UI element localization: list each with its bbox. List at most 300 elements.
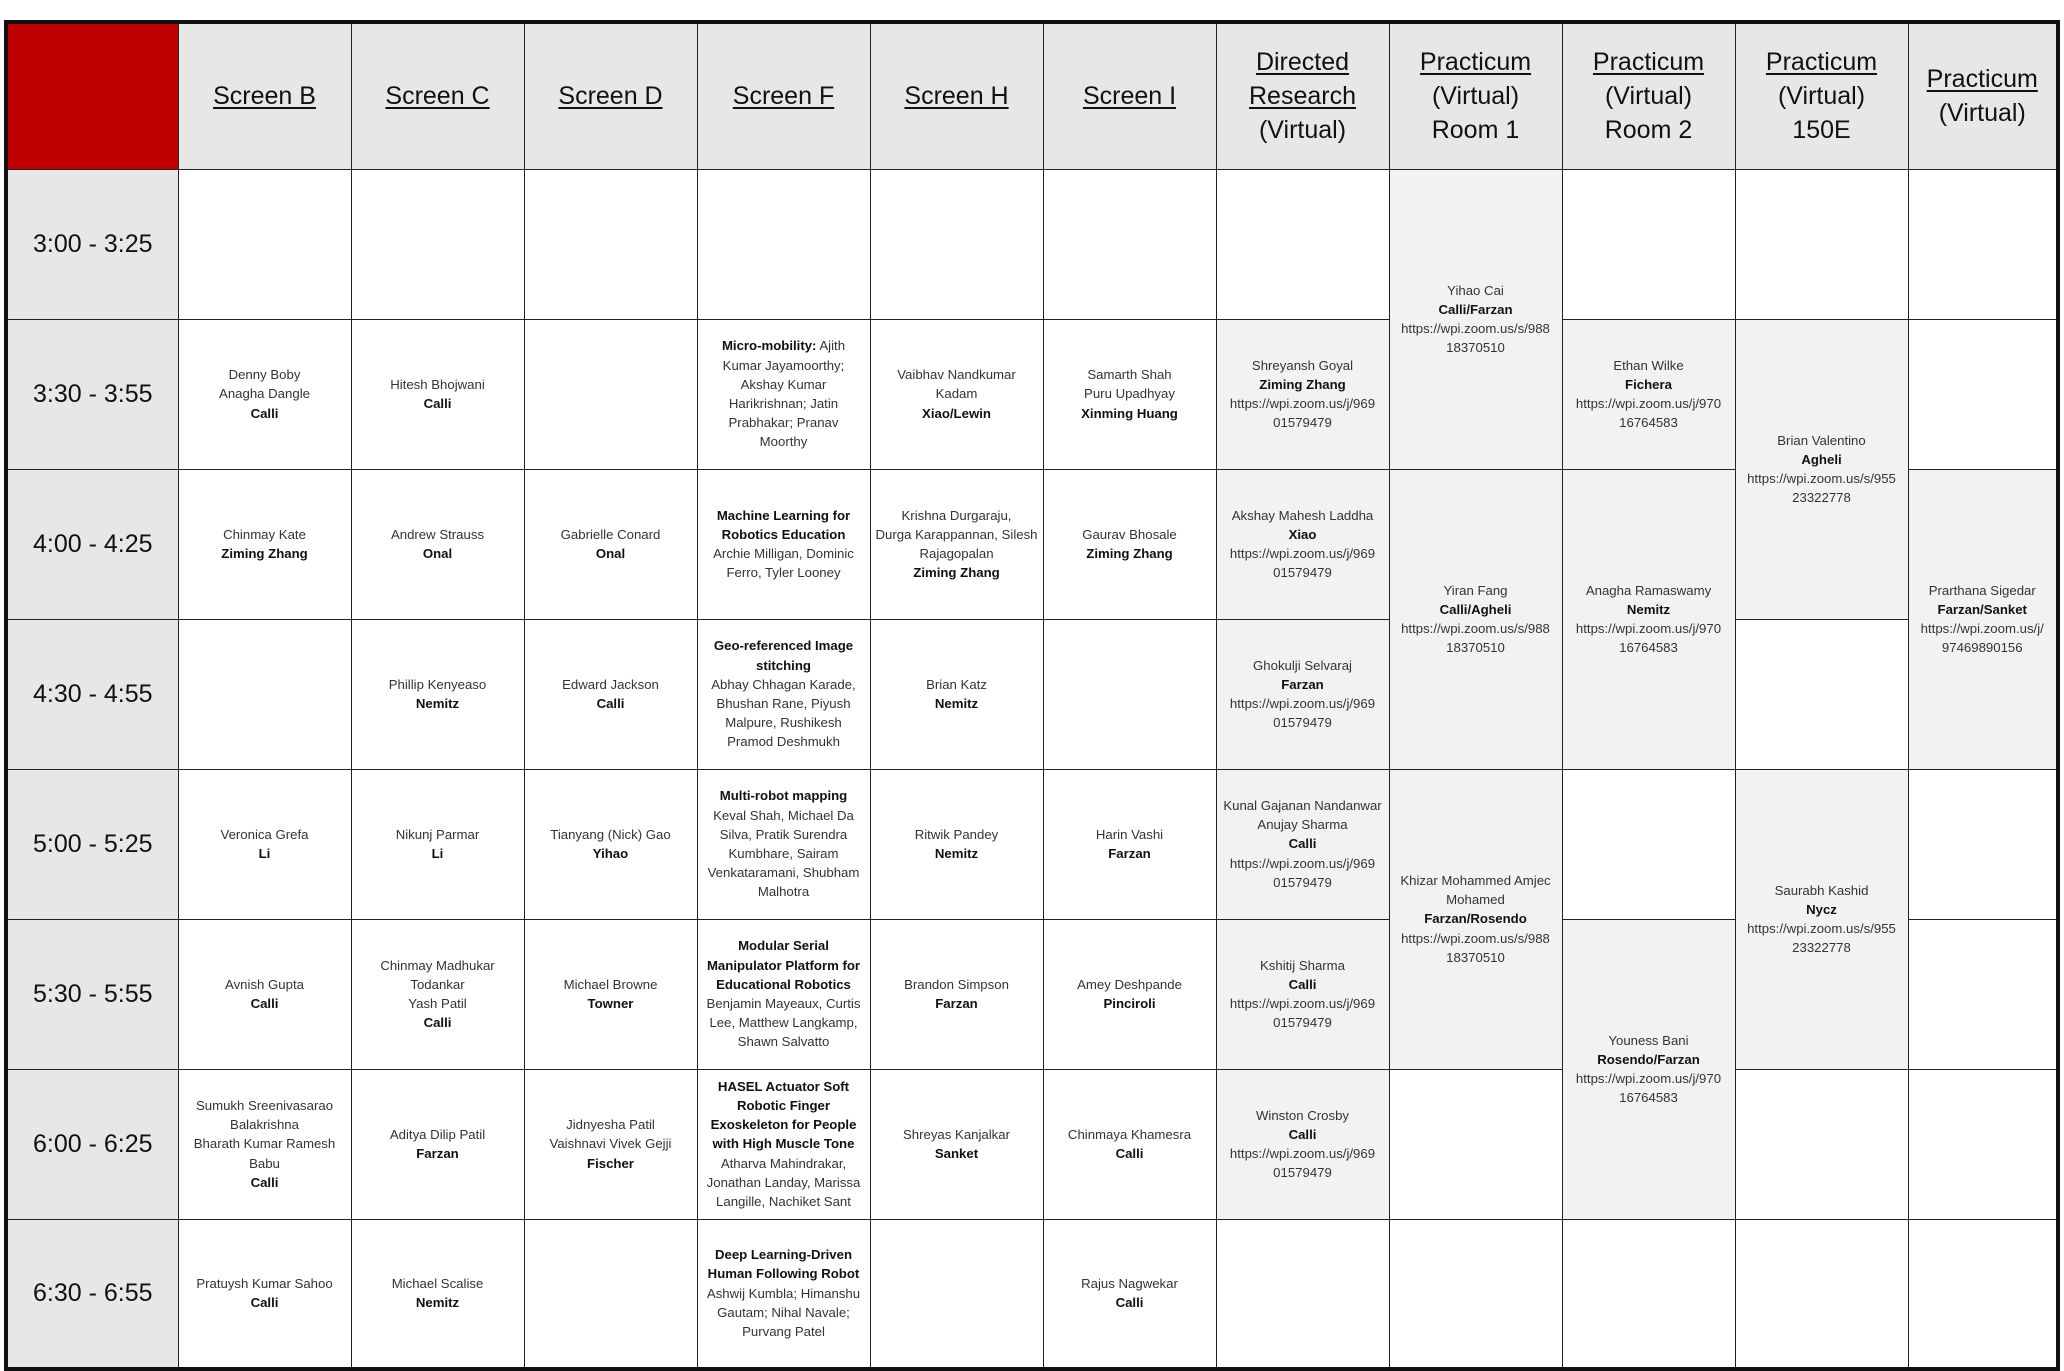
empty-cell xyxy=(1735,169,1908,319)
session-text: Mohamed xyxy=(1446,892,1505,908)
session-text: Bhushan Rane, Piyush xyxy=(716,696,851,711)
session-text: Kunal Gajanan Nandanwar xyxy=(1223,797,1382,813)
session-cell xyxy=(870,319,1043,469)
advisor-name: Nemitz xyxy=(934,696,979,711)
session-text: Purvang Patel xyxy=(742,1324,825,1340)
advisor-name: Li xyxy=(258,846,271,861)
session-text: Shreyansh Goyal xyxy=(1251,357,1354,373)
session-text: Benjamin Mayeaux, Curtis xyxy=(706,996,861,1011)
session-cell xyxy=(1562,919,1735,1219)
session-text: Yiran Fang xyxy=(1443,582,1508,598)
empty-cell xyxy=(1043,619,1216,769)
advisor-name: Machine Learning for xyxy=(716,507,851,523)
column-header-line: Practicum xyxy=(1592,48,1705,77)
session-text: Kumar Jayamoorthy; xyxy=(722,357,845,373)
empty-cell xyxy=(1216,1219,1389,1369)
advisor-name: Calli xyxy=(1115,1146,1144,1161)
empty-cell xyxy=(1562,769,1735,919)
session-text: Malhotra xyxy=(757,884,810,900)
session-text: Anujay Sharma xyxy=(1257,817,1348,833)
session-cell xyxy=(1389,769,1562,1069)
session-cell xyxy=(351,1219,524,1369)
column-header-line: Screen I xyxy=(1082,82,1177,111)
column-header xyxy=(1043,22,1216,169)
session-cell xyxy=(870,619,1043,769)
session-text: Gabrielle Conard xyxy=(560,526,661,542)
session-text: https://wpi.zoom.us/s/988 xyxy=(1401,621,1550,636)
column-header-line: Research xyxy=(1249,82,1356,111)
empty-cell xyxy=(178,169,351,319)
empty-cell xyxy=(1562,169,1735,319)
advisor-name: Ziming Zhang xyxy=(913,565,1000,581)
session-text: Prarthana Sigedar xyxy=(1928,582,2036,598)
column-header-line: Practicum xyxy=(1419,48,1532,77)
session-text: https://wpi.zoom.us/j/969 xyxy=(1229,696,1376,711)
session-cell xyxy=(524,619,697,769)
session-cell xyxy=(697,319,870,469)
empty-cell xyxy=(1908,169,2058,319)
advisor-name: Pinciroli xyxy=(1103,996,1156,1011)
session-text: Abhay Chhagan Karade, xyxy=(711,676,856,692)
session-text: Tianyang (Nick) Gao xyxy=(550,826,671,842)
session-cell xyxy=(697,769,870,919)
session-cell xyxy=(1043,319,1216,469)
session-text: https://wpi.zoom.us/j/969 xyxy=(1229,855,1376,871)
session-text: Edward Jackson xyxy=(562,676,659,692)
session-text: https://wpi.zoom.us/j/969 xyxy=(1229,996,1376,1011)
advisor-name: Modular Serial xyxy=(738,938,829,954)
session-text: Archie Milligan, Dominic xyxy=(713,546,854,561)
time-slot-label: 3:30 - 3:55 xyxy=(6,319,178,469)
session-text: Ferro, Tyler Looney xyxy=(726,565,841,581)
session-text: Harikrishnan; Jatin xyxy=(728,396,839,411)
session-text: Jonathan Landay, Marissa xyxy=(706,1174,861,1190)
advisor-name: Yihao xyxy=(592,846,629,861)
advisor-name: Robotic Finger xyxy=(736,1097,831,1113)
advisor-name: Nemitz xyxy=(1626,601,1671,617)
session-text: Micro-mobility: Ajith xyxy=(721,338,846,354)
column-header-line: Room 1 xyxy=(1431,116,1520,145)
empty-cell xyxy=(1908,769,2058,919)
time-slot-row xyxy=(6,769,2058,919)
session-text: Chinmay Kate xyxy=(223,526,306,542)
time-slot-label: 4:00 - 4:25 xyxy=(6,469,178,619)
session-text: 23322778 xyxy=(1792,940,1851,956)
advisor-name: Farzan/Rosendo xyxy=(1424,911,1527,927)
column-header-line: 150E xyxy=(1792,116,1851,145)
column-header-line: Practicum xyxy=(1765,48,1878,77)
advisor-name: Calli/Farzan xyxy=(1438,301,1513,317)
session-cell xyxy=(1389,469,1562,769)
session-text: Krishna Durgaraju, xyxy=(901,507,1012,523)
session-text: https://wpi.zoom.us/j/ xyxy=(1920,621,2044,636)
session-text: Ashwij Kumbla; Himanshu xyxy=(706,1285,861,1301)
advisor-name: Calli xyxy=(1288,836,1317,852)
session-text: 01579479 xyxy=(1273,874,1332,890)
session-text: Venkataramani, Shubham xyxy=(707,865,860,881)
column-header xyxy=(1908,22,2058,169)
session-text: Aditya Dilip Patil xyxy=(389,1126,486,1142)
advisor-name: Multi-robot mapping xyxy=(719,788,848,804)
advisor-name: Ziming Zhang xyxy=(1259,376,1346,392)
column-header-line: Screen D xyxy=(558,82,663,111)
session-cell xyxy=(1216,319,1389,469)
advisor-name: Xiao/Lewin xyxy=(922,405,991,421)
session-text: Silva, Pratik Surendra xyxy=(719,826,848,842)
session-cell xyxy=(1043,919,1216,1069)
advisor-name: Onal xyxy=(595,546,626,561)
advisor-name: Farzan xyxy=(416,1146,459,1161)
session-text: Atharva Mahindrakar, xyxy=(720,1155,847,1171)
session-cell xyxy=(178,319,351,469)
session-cell xyxy=(1043,1069,1216,1219)
session-text: Yihao Cai xyxy=(1447,282,1504,298)
column-header-line: Screen B xyxy=(213,82,316,111)
session-text: Yash Patil xyxy=(408,996,467,1011)
session-cell xyxy=(178,1219,351,1369)
advisor-name: Nycz xyxy=(1806,901,1837,917)
advisor-name: Calli xyxy=(250,1295,279,1311)
session-text: Akshay Kumar xyxy=(740,376,827,392)
empty-cell xyxy=(1562,1219,1735,1369)
empty-cell xyxy=(1735,619,1908,769)
session-text: Shreyas Kanjalkar xyxy=(902,1126,1011,1142)
session-text: 01579479 xyxy=(1273,1165,1332,1181)
empty-cell xyxy=(1908,919,2058,1069)
session-text: Jidnyesha Patil xyxy=(566,1117,655,1133)
session-text: https://wpi.zoom.us/s/955 xyxy=(1747,921,1896,936)
column-header-line: Directed xyxy=(1255,48,1350,77)
session-cell xyxy=(524,769,697,919)
session-cell xyxy=(1908,469,2058,769)
advisor-name: with High Muscle Tone xyxy=(712,1136,855,1152)
empty-cell xyxy=(1735,1219,1908,1369)
session-cell xyxy=(697,1069,870,1219)
session-text: Youness Bani xyxy=(1608,1032,1689,1048)
session-text: Vaishnavi Vivek Gejji xyxy=(549,1136,672,1152)
advisor-name: Fischer xyxy=(587,1155,634,1171)
session-cell xyxy=(1216,469,1389,619)
session-text: 01579479 xyxy=(1273,415,1332,431)
advisor-name: Rosendo/Farzan xyxy=(1597,1051,1700,1067)
empty-cell xyxy=(1389,1219,1562,1369)
column-header xyxy=(178,22,351,169)
session-text: Langille, Nachiket Sant xyxy=(716,1194,851,1209)
session-text: Winston Crosby xyxy=(1255,1107,1350,1123)
session-text: Amey Deshpande xyxy=(1077,976,1182,992)
time-slot-row xyxy=(6,1219,2058,1369)
column-header-line: Screen F xyxy=(732,82,835,111)
session-text: 01579479 xyxy=(1273,715,1332,731)
empty-cell xyxy=(1908,1219,2058,1369)
advisor-name: Agheli xyxy=(1801,451,1842,467)
session-text: Keval Shah, Michael Da xyxy=(713,807,854,823)
advisor-name: Farzan/Sanket xyxy=(1937,601,2027,617)
session-text: Michael Browne xyxy=(563,976,658,992)
column-header xyxy=(1562,22,1735,169)
session-cell xyxy=(524,919,697,1069)
empty-cell xyxy=(1735,1069,1908,1219)
session-text: Chinmaya Khamesra xyxy=(1067,1126,1192,1142)
time-slot-row xyxy=(6,619,2058,769)
session-text: Phillip Kenyeaso xyxy=(388,676,487,692)
session-text: Lee, Matthew Langkamp, xyxy=(709,1015,858,1031)
session-text: Anagha Ramaswamy xyxy=(1585,582,1712,598)
advisor-name: Manipulator Platform for xyxy=(706,957,861,973)
session-text: Brandon Simpson xyxy=(904,976,1009,992)
session-cell xyxy=(351,469,524,619)
session-text: 18370510 xyxy=(1446,640,1505,656)
time-slot-label: 4:30 - 4:55 xyxy=(6,619,178,769)
column-header xyxy=(1216,22,1389,169)
session-text: Nikunj Parmar xyxy=(395,826,480,842)
empty-cell xyxy=(524,319,697,469)
session-text: Balakrishna xyxy=(230,1117,299,1133)
column-header-line: (Virtual) xyxy=(1431,82,1520,111)
session-text: Andrew Strauss xyxy=(390,526,485,542)
advisor-name: Educational Robotics xyxy=(716,976,851,992)
session-cell xyxy=(870,1069,1043,1219)
advisor-name: Deep Learning-Driven xyxy=(714,1247,853,1263)
session-text: 97469890156 xyxy=(1941,640,2023,656)
session-cell xyxy=(351,319,524,469)
session-text: Shawn Salvatto xyxy=(737,1034,830,1050)
advisor-name: Li xyxy=(431,846,444,861)
time-slot-label: 6:00 - 6:25 xyxy=(6,1069,178,1219)
session-text: Prabhakar; Pranav xyxy=(728,415,839,431)
column-header-line: Room 2 xyxy=(1604,116,1693,145)
schedule-table xyxy=(4,20,2060,1371)
empty-cell xyxy=(870,1219,1043,1369)
advisor-name: Ziming Zhang xyxy=(1086,546,1173,561)
session-text: Ghokulji Selvaraj xyxy=(1253,657,1352,673)
advisor-name: Xiao xyxy=(1288,526,1317,542)
session-text: 01579479 xyxy=(1273,565,1332,581)
session-cell xyxy=(697,919,870,1069)
advisor-name: Farzan xyxy=(1281,676,1324,692)
session-text: Todankar xyxy=(410,976,465,992)
column-header-line: (Virtual) xyxy=(1604,82,1693,111)
session-text: https://wpi.zoom.us/s/988 xyxy=(1401,321,1550,336)
session-cell xyxy=(1216,619,1389,769)
empty-cell xyxy=(1908,319,2058,469)
time-slot-label: 6:30 - 6:55 xyxy=(6,1219,178,1369)
advisor-name: Calli xyxy=(423,396,452,411)
session-cell xyxy=(870,769,1043,919)
advisor-name: Farzan xyxy=(1108,846,1151,861)
session-text: Anagha Dangle xyxy=(219,386,310,402)
session-cell xyxy=(697,1219,870,1369)
advisor-name: Exoskeleton for People xyxy=(710,1117,857,1133)
session-cell xyxy=(351,919,524,1069)
session-text: 16764583 xyxy=(1619,1090,1678,1106)
empty-cell xyxy=(351,169,524,319)
session-cell xyxy=(351,769,524,919)
time-slot-label: 5:30 - 5:55 xyxy=(6,919,178,1069)
session-text: Puru Upadhyay xyxy=(1084,386,1175,402)
session-cell xyxy=(1562,319,1735,469)
session-text: Kadam xyxy=(935,386,978,402)
session-cell xyxy=(697,469,870,619)
session-text: Durga Karappannan, Silesh xyxy=(875,526,1038,542)
session-cell xyxy=(1562,469,1735,769)
session-text: https://wpi.zoom.us/j/970 xyxy=(1575,1071,1722,1086)
column-header xyxy=(1735,22,1908,169)
session-text: Kshitij Sharma xyxy=(1259,957,1346,973)
session-text: Akshay Mahesh Laddha xyxy=(1231,507,1374,523)
advisor-name: Fichera xyxy=(1625,376,1672,392)
session-cell xyxy=(351,619,524,769)
advisor-name: Calli xyxy=(423,1015,452,1031)
session-text: Chinmay Madhukar xyxy=(380,957,495,973)
column-header xyxy=(870,22,1043,169)
session-text: Avnish Gupta xyxy=(225,976,304,992)
session-text: Samarth Shah xyxy=(1087,367,1172,383)
session-text: https://wpi.zoom.us/j/969 xyxy=(1229,396,1376,411)
session-text: Rajus Nagwekar xyxy=(1081,1276,1178,1292)
column-header-line: (Virtual) xyxy=(1258,116,1347,145)
advisor-name: Towner xyxy=(587,996,634,1011)
session-cell xyxy=(1216,769,1389,919)
session-cell xyxy=(1043,769,1216,919)
advisor-name: Nemitz xyxy=(415,1295,460,1311)
session-cell xyxy=(524,1069,697,1219)
session-text: https://wpi.zoom.us/j/970 xyxy=(1575,396,1722,411)
session-text: 16764583 xyxy=(1619,640,1678,656)
time-slot-label: 3:00 - 3:25 xyxy=(6,169,178,319)
session-text: 23322778 xyxy=(1792,490,1851,506)
advisor-name: Calli xyxy=(250,996,279,1011)
advisor-name: HASEL Actuator Soft xyxy=(717,1078,850,1094)
session-text: Harin Vashi xyxy=(1095,826,1164,842)
empty-cell xyxy=(1908,1069,2058,1219)
time-slot-row xyxy=(6,169,2058,319)
empty-cell xyxy=(1216,169,1389,319)
empty-cell xyxy=(524,169,697,319)
time-slot-row xyxy=(6,319,2058,469)
session-cell xyxy=(1216,1069,1389,1219)
advisor-name: Calli xyxy=(250,1174,279,1190)
empty-cell xyxy=(1043,169,1216,319)
advisor-name: Xinming Huang xyxy=(1081,405,1178,421)
advisor-name: stitching xyxy=(756,657,811,673)
advisor-name: Sanket xyxy=(934,1146,979,1161)
session-cell xyxy=(178,469,351,619)
session-text: Pratuysh Kumar Sahoo xyxy=(196,1276,333,1292)
session-text: Pramod Deshmukh xyxy=(727,734,840,750)
column-header xyxy=(697,22,870,169)
session-text: Ethan Wilke xyxy=(1613,357,1684,373)
session-cell xyxy=(1735,319,1908,619)
column-header-line: (Virtual) xyxy=(1938,99,2026,128)
advisor-name: Ziming Zhang xyxy=(221,546,308,561)
session-text: Kumbhare, Sairam xyxy=(728,846,839,861)
empty-cell xyxy=(1389,1069,1562,1219)
session-text: Gaurav Bhosale xyxy=(1082,526,1177,542)
session-text: Ritwik Pandey xyxy=(914,826,999,842)
session-text: Veronica Grefa xyxy=(220,826,309,842)
time-slot-label: 5:00 - 5:25 xyxy=(6,769,178,919)
session-text: Vaibhav Nandkumar xyxy=(897,367,1016,383)
session-text: Saurabh Kashid xyxy=(1774,882,1869,898)
advisor-name: Human Following Robot xyxy=(707,1266,860,1282)
session-text: https://wpi.zoom.us/j/969 xyxy=(1229,1146,1376,1161)
session-text: Brian Katz xyxy=(926,676,987,692)
session-text: 18370510 xyxy=(1446,949,1505,965)
advisor-name: Nemitz xyxy=(415,696,460,711)
session-text: https://wpi.zoom.us/j/970 xyxy=(1575,621,1722,636)
advisor-name: Calli xyxy=(1288,1126,1317,1142)
session-cell xyxy=(1043,469,1216,619)
session-cell xyxy=(870,469,1043,619)
session-cell xyxy=(1389,169,1562,469)
session-cell xyxy=(178,769,351,919)
session-text: https://wpi.zoom.us/j/969 xyxy=(1229,546,1376,561)
session-cell xyxy=(178,919,351,1069)
session-text: Babu xyxy=(249,1155,280,1171)
advisor-name: Calli xyxy=(1115,1295,1144,1311)
advisor-name: Robotics Education xyxy=(721,526,846,542)
corner-cell xyxy=(6,22,178,169)
column-header-line: Screen C xyxy=(385,82,490,111)
empty-cell xyxy=(178,619,351,769)
session-text: Brian Valentino xyxy=(1777,432,1866,448)
session-cell xyxy=(1735,769,1908,1069)
empty-cell xyxy=(524,1219,697,1369)
time-slot-row xyxy=(6,1069,2058,1219)
empty-cell xyxy=(870,169,1043,319)
advisor-name: Calli/Agheli xyxy=(1439,601,1512,617)
session-cell xyxy=(351,1069,524,1219)
session-text: https://wpi.zoom.us/s/988 xyxy=(1401,930,1550,946)
session-text: Gautam; Nihal Navale; xyxy=(717,1304,850,1320)
empty-cell xyxy=(697,169,870,319)
session-text: 01579479 xyxy=(1273,1015,1332,1031)
column-header xyxy=(524,22,697,169)
header-row xyxy=(6,22,2058,169)
advisor-name: Nemitz xyxy=(934,846,979,861)
advisor-name: Farzan xyxy=(935,996,978,1011)
advisor-name: Calli xyxy=(1288,976,1317,992)
session-cell xyxy=(178,1069,351,1219)
session-cell xyxy=(524,469,697,619)
advisor-name: Geo-referenced Image xyxy=(713,638,854,654)
session-text: Michael Scalise xyxy=(391,1276,484,1292)
session-cell xyxy=(1043,1219,1216,1369)
session-text: https://wpi.zoom.us/s/955 xyxy=(1747,471,1896,486)
session-text: Rajagopalan xyxy=(919,546,994,561)
column-header-line: (Virtual) xyxy=(1777,82,1866,111)
session-text: Moorthy xyxy=(759,434,808,450)
session-text: Malpure, Rushikesh xyxy=(725,715,842,731)
session-text: Denny Boby xyxy=(228,367,301,383)
advisor-name: Onal xyxy=(422,546,453,561)
session-cell xyxy=(697,619,870,769)
session-text: 16764583 xyxy=(1619,415,1678,431)
session-text: Bharath Kumar Ramesh xyxy=(193,1136,336,1152)
column-header-line: Screen H xyxy=(904,82,1009,111)
column-header xyxy=(351,22,524,169)
column-header-line: Practicum xyxy=(1926,65,2038,94)
session-text: Khizar Mohammed Amjec xyxy=(1400,872,1551,888)
session-cell xyxy=(1216,919,1389,1069)
session-cell xyxy=(870,919,1043,1069)
session-text: Hitesh Bhojwani xyxy=(390,376,485,392)
advisor-name: Calli xyxy=(250,405,279,421)
session-text: Sumukh Sreenivasarao xyxy=(195,1097,334,1113)
session-text: 18370510 xyxy=(1446,340,1505,356)
column-header xyxy=(1389,22,1562,169)
